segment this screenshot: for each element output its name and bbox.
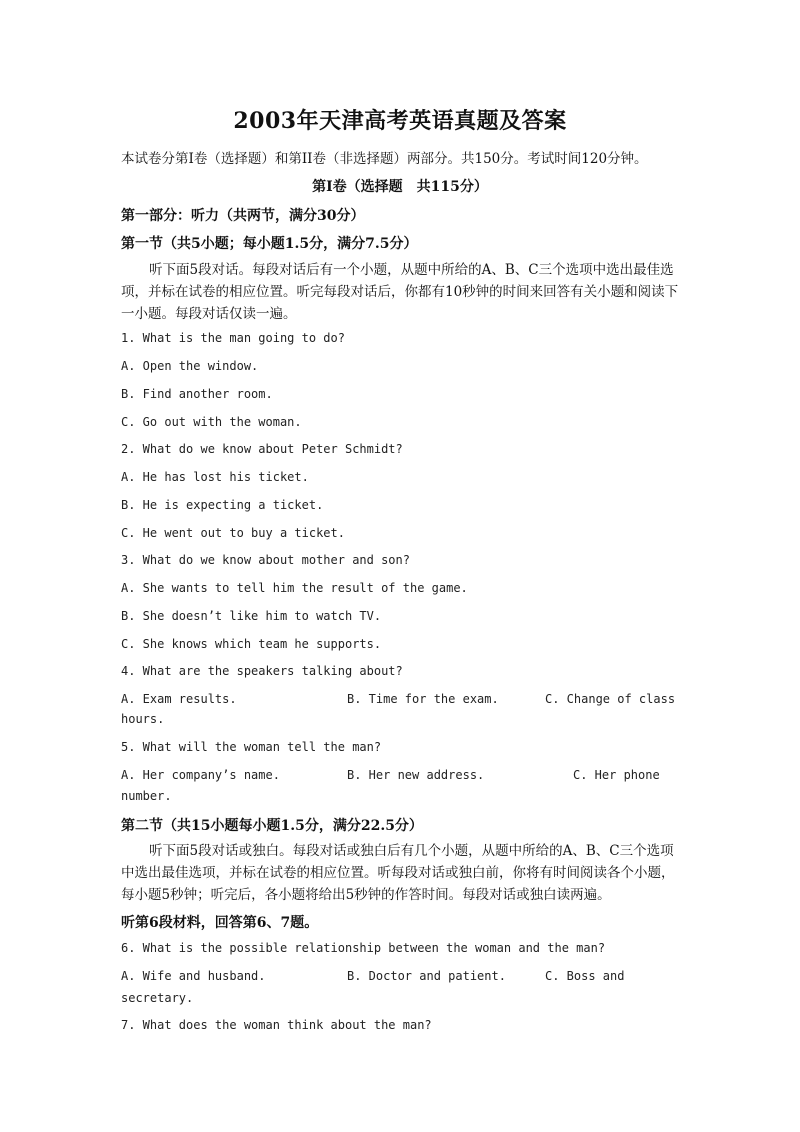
- question-5-option-c: C. Her phone: [573, 768, 660, 782]
- question-6-option-c: C. Boss and: [545, 969, 625, 983]
- question-4-options: [121, 692, 691, 712]
- question-5-option-b: B. Her new address.: [347, 768, 485, 782]
- question-5: 5. What will the woman tell the man?: [121, 740, 382, 754]
- question-2-option-b: B. He is expecting a ticket.: [121, 498, 324, 512]
- question-3-option-b: B. She doesn’t like him to watch TV.: [121, 609, 382, 623]
- question-4-option-c: C. Change of class: [545, 692, 676, 706]
- part-one-title: 第I卷（选择题 共115分）: [312, 179, 488, 195]
- subsection-one-heading: 第一节（共5小题；每小题1.5分，满分7.5分）: [121, 236, 418, 252]
- question-4-option-a: A. Exam results.: [121, 692, 237, 706]
- question-3-option-a: A. She wants to tell him the result of the game.: [121, 581, 468, 595]
- question-2-option-c: C. He went out to buy a ticket.: [121, 526, 345, 540]
- question-5-option-a: A. Her company’s name.: [121, 768, 280, 782]
- question-2: 2. What do we know about Peter Schmidt?: [121, 442, 403, 456]
- question-1-option-a: A. Open the window.: [121, 359, 259, 373]
- question-1-option-c: C. Go out with the woman.: [121, 415, 302, 429]
- question-6-option-a: A. Wife and husband.: [121, 969, 266, 983]
- subsection-two-heading: 第二节（共15小题每小题1.5分，满分22.5分）: [121, 818, 423, 834]
- exam-intro: 本试卷分第I卷（选择题）和第II卷（非选择题）两部分。共150分。考试时间120分钟。: [121, 151, 648, 167]
- question-6: 6. What is the possible relationship between the woman and the man?: [121, 941, 606, 955]
- section-one-heading: 第一部分：听力（共两节，满分30分）: [121, 208, 365, 224]
- document-title: 2003年天津高考英语真题及答案: [233, 108, 567, 134]
- question-1: 1. What is the man going to do?: [121, 331, 345, 345]
- question-4-option-b: B. Time for the exam.: [347, 692, 499, 706]
- question-5-options: [121, 768, 691, 788]
- question-3: 3. What do we know about mother and son?: [121, 553, 410, 567]
- question-3-option-c: C. She knows which team he supports.: [121, 637, 382, 651]
- question-6-option-c-continued: secretary.: [121, 991, 194, 1005]
- question-6-options: [121, 969, 691, 989]
- question-2-option-a: A. He has lost his ticket.: [121, 470, 309, 484]
- subsection-one-instructions: 听下面5段对话。每段对话后有一个小题，从题中所给的A、B、C三个选项中选出最佳选项，并标在试卷的相应位置。听完每段对话后，你都有10秒钟的时间来回答有关小题和阅读下一小题。每段对话仅读一遍。: [121, 262, 679, 322]
- question-4: 4. What are the speakers talking about?: [121, 664, 403, 678]
- question-7: 7. What does the woman think about the man?: [121, 1018, 432, 1032]
- question-5-option-c-continued: number.: [121, 789, 172, 803]
- material-6-heading: 听第6段材料，回答第6、7题。: [121, 915, 319, 931]
- question-1-option-b: B. Find another room.: [121, 387, 273, 401]
- subsection-two-instructions: 听下面5段对话或独白。每段对话或独白后有几个小题，从题中所给的A、B、C三个选项中选出最佳选项，并标在试卷的相应位置。听每段对话或独白前，你将有时间阅读各个小题，每小题5秒钟；听完后，各小题将给出5秒钟的作答时间。每段对话或独白读两遍。: [121, 843, 675, 903]
- question-6-option-b: B. Doctor and patient.: [347, 969, 506, 983]
- question-4-option-c-continued: hours.: [121, 712, 165, 726]
